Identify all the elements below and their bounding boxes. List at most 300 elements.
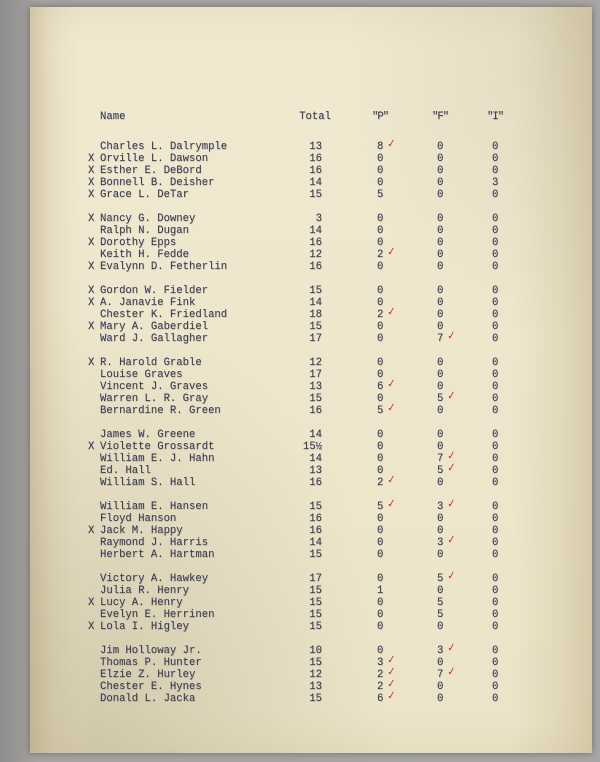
- i-cell: 0: [492, 645, 499, 657]
- total-cell: 16: [309, 405, 322, 417]
- row-group: [30, 213, 592, 273]
- i-cell: 0: [492, 453, 499, 465]
- red-checkmark-icon: ✓: [446, 328, 458, 343]
- p-cell: 0: [377, 513, 384, 525]
- f-cell: 5 ✓: [437, 388, 458, 405]
- p-cell: 0: [377, 621, 384, 633]
- header-name: Name: [100, 111, 126, 123]
- p-cell: 2 ✓: [377, 304, 398, 321]
- i-cell: 0: [492, 513, 499, 525]
- name-cell: Bernardine R. Green: [100, 405, 221, 417]
- table-row: [30, 549, 592, 561]
- p-cell: 1: [377, 585, 384, 597]
- i-cell: 0: [492, 321, 499, 333]
- i-cell: 0: [492, 609, 499, 621]
- i-cell: 0: [492, 693, 499, 705]
- p-cell: 6 ✓: [377, 688, 398, 705]
- total-cell: 13: [309, 381, 322, 393]
- red-checkmark-icon: ✓: [386, 652, 398, 667]
- i-cell: 0: [492, 525, 499, 537]
- name-cell: Ward J. Gallagher: [100, 333, 209, 345]
- p-cell: 0: [377, 597, 384, 609]
- x-mark: X: [88, 213, 95, 225]
- f-cell: 0: [437, 405, 444, 417]
- total-cell: 16: [309, 477, 322, 489]
- name-cell: A. Janavie Fink: [100, 297, 196, 309]
- total-cell: 15: [309, 657, 322, 669]
- name-cell: William E. J. Hahn: [100, 453, 215, 465]
- x-mark: X: [88, 321, 95, 333]
- p-cell: 0: [377, 441, 384, 453]
- name-cell: Lucy A. Henry: [100, 597, 183, 609]
- row-groups: [30, 136, 592, 705]
- red-checkmark-icon: ✓: [386, 400, 398, 415]
- total-cell: 18: [309, 309, 322, 321]
- total-cell: 16: [309, 237, 322, 249]
- row-group: [30, 568, 592, 633]
- name-cell: Evalynn D. Fetherlin: [100, 261, 228, 273]
- f-cell: 0: [437, 549, 444, 561]
- f-cell: 0: [437, 153, 444, 165]
- i-cell: 0: [492, 297, 499, 309]
- p-cell: 0: [377, 165, 384, 177]
- table-row: [30, 285, 592, 297]
- total-cell: 12: [309, 249, 322, 261]
- table-row: [30, 621, 592, 633]
- p-cell: 0: [377, 321, 384, 333]
- name-cell: Julia R. Henry: [100, 585, 190, 597]
- x-mark: [88, 405, 100, 417]
- f-cell: 0: [437, 429, 444, 441]
- total-cell: 17: [309, 369, 322, 381]
- table-row: [30, 448, 592, 465]
- total-cell: 15: [309, 285, 322, 297]
- x-mark: [88, 585, 100, 597]
- p-cell: 0: [377, 549, 384, 561]
- x-mark: [88, 513, 100, 525]
- red-checkmark-icon: ✓: [446, 460, 458, 475]
- table-row: [30, 441, 592, 453]
- f-cell: 0: [437, 177, 444, 189]
- total-cell: 15: [309, 321, 322, 333]
- name-cell: Gordon W. Fielder: [100, 285, 209, 297]
- f-cell: 7 ✓: [437, 448, 458, 465]
- table-row: [30, 688, 592, 705]
- table-row: [30, 472, 592, 489]
- total-cell: 13: [309, 681, 322, 693]
- name-cell: Dorothy Epps: [100, 237, 177, 249]
- name-cell: Warren L. R. Gray: [100, 393, 209, 405]
- name-cell: Grace L. DeTar: [100, 189, 190, 201]
- i-cell: 0: [492, 141, 499, 153]
- f-cell: 5 ✓: [437, 460, 458, 477]
- name-cell: William E. Hansen: [100, 501, 209, 513]
- row-group: [30, 640, 592, 705]
- header-f: "F": [432, 111, 449, 123]
- i-cell: 0: [492, 261, 499, 273]
- red-checkmark-icon: ✓: [446, 664, 458, 679]
- i-cell: 0: [492, 537, 499, 549]
- p-cell: 2 ✓: [377, 664, 398, 681]
- f-cell: 5: [437, 609, 444, 621]
- i-cell: 0: [492, 189, 499, 201]
- total-cell: 12: [309, 357, 322, 369]
- red-checkmark-icon: ✓: [446, 388, 458, 403]
- total-cell: 14: [309, 177, 322, 189]
- x-mark: [88, 333, 100, 345]
- name-cell: Louise Graves: [100, 369, 183, 381]
- total-cell: 12: [309, 669, 322, 681]
- name-cell: Nancy G. Downey: [100, 213, 196, 225]
- x-mark: [88, 693, 100, 705]
- header-i: "I": [487, 111, 504, 123]
- table-row: [30, 136, 592, 153]
- x-mark: [88, 465, 100, 477]
- table-row: [30, 376, 592, 393]
- x-mark: [88, 537, 100, 549]
- p-cell: 0: [377, 645, 384, 657]
- x-mark: [88, 657, 100, 669]
- f-cell: 3 ✓: [437, 496, 458, 513]
- total-cell: 15: [309, 501, 322, 513]
- name-cell: Raymond J. Harris: [100, 537, 209, 549]
- table-row: [30, 597, 592, 609]
- table-row: [30, 213, 592, 225]
- p-cell: 5 ✓: [377, 400, 398, 417]
- x-mark: [88, 309, 100, 321]
- name-cell: Orville L. Dawson: [100, 153, 209, 165]
- name-cell: Ralph N. Dugan: [100, 225, 190, 237]
- total-cell: 15: [309, 189, 322, 201]
- i-cell: 0: [492, 153, 499, 165]
- i-cell: 0: [492, 681, 499, 693]
- table-row: [30, 664, 592, 681]
- p-cell: 2 ✓: [377, 244, 398, 261]
- total-cell: 14: [309, 225, 322, 237]
- i-cell: 0: [492, 381, 499, 393]
- tally-table: [30, 111, 592, 717]
- row-group: [30, 429, 592, 489]
- f-cell: 0: [437, 261, 444, 273]
- table-row: [30, 676, 592, 693]
- table-row: [30, 304, 592, 321]
- total-cell: 3: [315, 213, 322, 225]
- total-cell: 15: [309, 621, 322, 633]
- i-cell: 0: [492, 405, 499, 417]
- p-cell: 0: [377, 357, 384, 369]
- red-checkmark-icon: ✓: [446, 568, 458, 583]
- total-cell: 15½: [302, 441, 322, 453]
- header-x-spacer: [88, 111, 100, 123]
- p-cell: 0: [377, 237, 384, 249]
- table-row: [30, 513, 592, 525]
- i-cell: 0: [492, 225, 499, 237]
- name-cell: Keith H. Fedde: [100, 249, 190, 261]
- table-row: [30, 244, 592, 261]
- p-cell: 0: [377, 525, 384, 537]
- f-cell: 3 ✓: [437, 640, 458, 657]
- x-mark: [88, 249, 100, 261]
- x-mark: [88, 477, 100, 489]
- x-mark: [88, 141, 100, 153]
- f-cell: 0: [437, 309, 444, 321]
- name-cell: William S. Hall: [100, 477, 196, 489]
- i-cell: 0: [492, 477, 499, 489]
- f-cell: 7 ✓: [437, 328, 458, 345]
- total-cell: 14: [309, 429, 322, 441]
- x-mark: X: [88, 525, 95, 537]
- f-cell: 0: [437, 369, 444, 381]
- red-checkmark-icon: ✓: [386, 472, 398, 487]
- total-cell: 14: [309, 297, 322, 309]
- x-mark: [88, 501, 100, 513]
- f-cell: 0: [437, 681, 444, 693]
- x-mark: X: [88, 441, 95, 453]
- x-mark: [88, 549, 100, 561]
- name-cell: James W. Greene: [100, 429, 196, 441]
- name-cell: Floyd Hanson: [100, 513, 177, 525]
- x-mark: [88, 609, 100, 621]
- x-mark: [88, 369, 100, 381]
- row-group: [30, 136, 592, 201]
- red-checkmark-icon: ✓: [446, 640, 458, 655]
- i-cell: 0: [492, 429, 499, 441]
- table-row: [30, 525, 592, 537]
- i-cell: 0: [492, 393, 499, 405]
- total-cell: 16: [309, 525, 322, 537]
- p-cell: 0: [377, 609, 384, 621]
- p-cell: 0: [377, 537, 384, 549]
- i-cell: 0: [492, 441, 499, 453]
- red-checkmark-icon: ✓: [386, 304, 398, 319]
- f-cell: 0: [437, 585, 444, 597]
- i-cell: 0: [492, 573, 499, 585]
- x-mark: X: [88, 357, 95, 369]
- x-mark: X: [88, 237, 95, 249]
- p-cell: 6 ✓: [377, 376, 398, 393]
- red-checkmark-icon: ✓: [386, 136, 398, 151]
- name-cell: Herbert A. Hartman: [100, 549, 215, 561]
- f-cell: 7 ✓: [437, 664, 458, 681]
- table-row: [30, 369, 592, 381]
- x-mark: X: [88, 297, 95, 309]
- total-cell: 13: [309, 465, 322, 477]
- table-row: [30, 153, 592, 165]
- f-cell: 0: [437, 657, 444, 669]
- i-cell: 0: [492, 621, 499, 633]
- red-checkmark-icon: ✓: [386, 688, 398, 703]
- table-row: [30, 652, 592, 669]
- x-mark: [88, 453, 100, 465]
- name-cell: Esther E. DeBord: [100, 165, 202, 177]
- i-cell: 3: [492, 177, 499, 189]
- total-cell: 15: [309, 549, 322, 561]
- p-cell: 0: [377, 465, 384, 477]
- table-row: [30, 297, 592, 309]
- total-cell: 15: [309, 609, 322, 621]
- i-cell: 0: [492, 669, 499, 681]
- table-header: [30, 111, 592, 123]
- table-row: [30, 321, 592, 333]
- f-cell: 0: [437, 285, 444, 297]
- table-row: [30, 177, 592, 189]
- x-mark: [88, 573, 100, 585]
- total-cell: 16: [309, 165, 322, 177]
- total-cell: 13: [309, 141, 322, 153]
- f-cell: 0: [437, 141, 444, 153]
- name-cell: Bonnell B. Deisher: [100, 177, 215, 189]
- p-cell: 0: [377, 393, 384, 405]
- red-checkmark-icon: ✓: [386, 376, 398, 391]
- i-cell: 0: [492, 309, 499, 321]
- red-checkmark-icon: ✓: [446, 448, 458, 463]
- p-cell: 2 ✓: [377, 472, 398, 489]
- x-mark: X: [88, 165, 95, 177]
- i-cell: 0: [492, 549, 499, 561]
- name-cell: Lola I. Higley: [100, 621, 190, 633]
- f-cell: 0: [437, 441, 444, 453]
- f-cell: 0: [437, 357, 444, 369]
- total-cell: 16: [309, 261, 322, 273]
- red-checkmark-icon: ✓: [386, 496, 398, 511]
- document-page: [30, 7, 592, 753]
- name-cell: Chester E. Hynes: [100, 681, 202, 693]
- p-cell: 5 ✓: [377, 496, 398, 513]
- i-cell: 0: [492, 357, 499, 369]
- name-cell: Chester K. Friedland: [100, 309, 228, 321]
- name-cell: Jim Holloway Jr.: [100, 645, 202, 657]
- table-row: [30, 460, 592, 477]
- f-cell: 0: [437, 477, 444, 489]
- x-mark: [88, 225, 100, 237]
- p-cell: 0: [377, 153, 384, 165]
- table-row: [30, 429, 592, 441]
- total-cell: 14: [309, 453, 322, 465]
- p-cell: 0: [377, 225, 384, 237]
- i-cell: 0: [492, 213, 499, 225]
- x-mark: X: [88, 261, 95, 273]
- name-cell: Elzie Z. Hurley: [100, 669, 196, 681]
- name-cell: Thomas P. Hunter: [100, 657, 202, 669]
- f-cell: 3 ✓: [437, 532, 458, 549]
- red-checkmark-icon: ✓: [386, 244, 398, 259]
- name-cell: Victory A. Hawkey: [100, 573, 209, 585]
- x-mark: [88, 393, 100, 405]
- i-cell: 0: [492, 585, 499, 597]
- i-cell: 0: [492, 465, 499, 477]
- table-row: [30, 496, 592, 513]
- x-mark: [88, 669, 100, 681]
- x-mark: [88, 381, 100, 393]
- name-cell: Jack M. Happy: [100, 525, 183, 537]
- red-checkmark-icon: ✓: [446, 496, 458, 511]
- red-checkmark-icon: ✓: [446, 532, 458, 547]
- x-mark: X: [88, 597, 95, 609]
- red-checkmark-icon: ✓: [386, 676, 398, 691]
- i-cell: 0: [492, 657, 499, 669]
- p-cell: 0: [377, 297, 384, 309]
- f-cell: 0: [437, 621, 444, 633]
- p-cell: 5: [377, 189, 384, 201]
- row-group: [30, 357, 592, 417]
- f-cell: 0: [437, 513, 444, 525]
- x-mark: X: [88, 189, 95, 201]
- f-cell: 0: [437, 525, 444, 537]
- name-cell: Violette Grossardt: [100, 441, 215, 453]
- x-mark: [88, 645, 100, 657]
- f-cell: 0: [437, 213, 444, 225]
- f-cell: 0: [437, 225, 444, 237]
- i-cell: 0: [492, 237, 499, 249]
- total-cell: 14: [309, 537, 322, 549]
- f-cell: 0: [437, 189, 444, 201]
- p-cell: 2 ✓: [377, 676, 398, 693]
- p-cell: 0: [377, 453, 384, 465]
- name-cell: Vincent J. Graves: [100, 381, 209, 393]
- i-cell: 0: [492, 249, 499, 261]
- f-cell: 5: [437, 597, 444, 609]
- table-row: [30, 189, 592, 201]
- total-cell: 17: [309, 333, 322, 345]
- table-row: [30, 585, 592, 597]
- name-cell: R. Harold Grable: [100, 357, 202, 369]
- table-row: [30, 225, 592, 237]
- x-mark: X: [88, 153, 95, 165]
- p-cell: 0: [377, 369, 384, 381]
- total-cell: 15: [309, 393, 322, 405]
- p-cell: 0: [377, 285, 384, 297]
- f-cell: 0: [437, 237, 444, 249]
- table-row: [30, 609, 592, 621]
- name-cell: Ed. Hall: [100, 465, 151, 477]
- table-row: [30, 357, 592, 369]
- name-cell: Mary A. Gaberdiel: [100, 321, 209, 333]
- f-cell: 0: [437, 693, 444, 705]
- table-row: [30, 237, 592, 249]
- table-row: [30, 261, 592, 273]
- row-group: [30, 285, 592, 345]
- x-mark: X: [88, 621, 95, 633]
- x-mark: X: [88, 177, 95, 189]
- f-cell: 0: [437, 381, 444, 393]
- table-row: [30, 388, 592, 405]
- i-cell: 0: [492, 333, 499, 345]
- total-cell: 15: [309, 585, 322, 597]
- p-cell: 3 ✓: [377, 652, 398, 669]
- p-cell: 0: [377, 177, 384, 189]
- f-cell: 0: [437, 321, 444, 333]
- total-cell: 15: [309, 693, 322, 705]
- total-cell: 16: [309, 513, 322, 525]
- total-cell: 17: [309, 573, 322, 585]
- x-mark: [88, 429, 100, 441]
- f-cell: 0: [437, 249, 444, 261]
- i-cell: 0: [492, 285, 499, 297]
- name-cell: Evelyn E. Herrinen: [100, 609, 215, 621]
- table-row: [30, 328, 592, 345]
- table-row: [30, 532, 592, 549]
- f-cell: 5 ✓: [437, 568, 458, 585]
- table-row: [30, 640, 592, 657]
- red-checkmark-icon: ✓: [386, 664, 398, 679]
- table-row: [30, 568, 592, 585]
- header-p: "P": [372, 111, 389, 123]
- i-cell: 0: [492, 369, 499, 381]
- p-cell: 0: [377, 213, 384, 225]
- p-cell: 0: [377, 573, 384, 585]
- table-row: [30, 165, 592, 177]
- row-group: [30, 496, 592, 561]
